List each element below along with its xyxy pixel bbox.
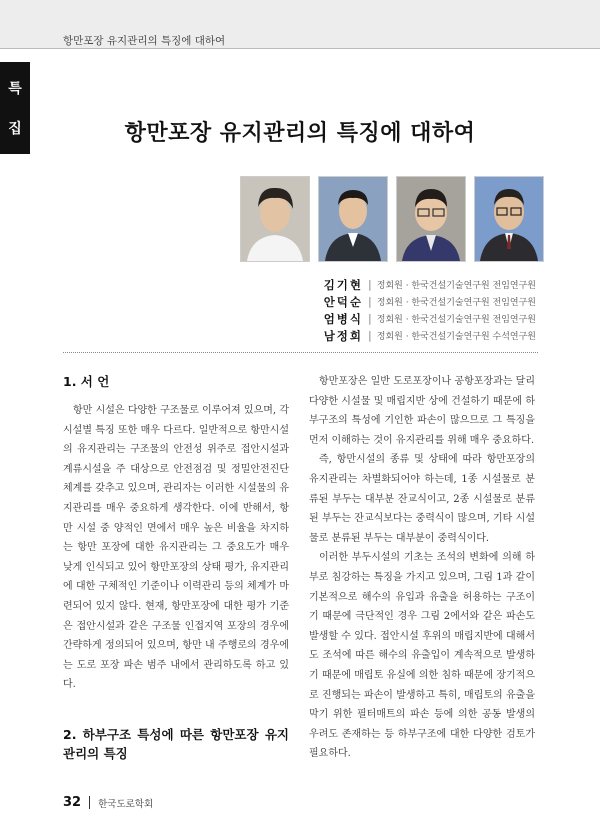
- author-name: 김기현: [323, 277, 364, 292]
- section1-paragraph: 항만 시설은 다양한 구조물로 이루어져 있으며, 각 시설별 특징 또한 매우 다르다. 일반적으로 항만시설의 유지관리는 구조물의 안전성 위주로 접안시설과 계류시설을 주 대상으로 안전점검 및 정밀안전진단 체계를 갖추고 있으며, 관리자는 이러한 시설물의 유지관리를 매우 중요하게 생각한다. 이에 반해서, 항만 시설 중 양적인 면에서 매우 높은 비율을 차지하는 항만 포장에 대한 유지관리는 그 중요도가 매우 낮게 인식되고 있어 항만포장의 상태 평가, 유지관리에 대한 구체적인 기준이나 이력관리 등의 체계가 마련되어 있지 않다. 현재, 항만포장에 대한 평가 기준은 접안시설과 같은 구조물 인접지역 포장의 경우에 간략하게 정의되어 있으며, 항만 내 주행로의 경우에는 도로 포장 파손 범주 내에서 관리하도록 하고 있다.: [63, 405, 289, 691]
- author-photo-3: [396, 176, 466, 262]
- author-row: [300, 310, 536, 327]
- author-affiliation: 정회원 · 한국건설기술연구원 전임연구원: [376, 315, 536, 325]
- author-photo-1: [240, 176, 310, 262]
- page-number: 32: [63, 795, 82, 810]
- page-footer: [63, 795, 153, 810]
- article-title: 항만포장 유지관리의 특징에 대하여: [124, 121, 476, 146]
- body-paragraph: 즉, 항만시설의 종류 및 상태에 따라 항만포장의 유지관리는 차별화되어야 하는데, 1종 시설물로 분류된 부두는 대부분 잔교식이고, 2종 시설물로 분류된 부두는 잔교식보다는 중력식이 많으며, 기타 시설물로 분류된 부두는 대부분이 중력식이다.: [309, 454, 535, 544]
- running-header-bar: [0, 0, 600, 49]
- journal-name: 한국도로학회: [98, 798, 154, 810]
- author-separator: |: [368, 329, 372, 342]
- author-name: 안덕순: [323, 294, 364, 309]
- author-name: 남정희: [323, 328, 364, 343]
- side-tab-char-1: 특: [8, 81, 22, 97]
- author-row: [300, 276, 536, 293]
- author-affiliation: 정회원 · 한국건설기술연구원 전임연구원: [376, 298, 536, 308]
- author-name: 엄병식: [323, 311, 364, 326]
- author-affiliation: 정회원 · 한국건설기술연구원 수석연구원: [376, 332, 536, 342]
- footer-divider: [89, 796, 90, 809]
- author-separator: |: [368, 312, 372, 325]
- section1-heading: 1. 서 언: [63, 374, 110, 389]
- author-row: [300, 327, 536, 344]
- body-paragraph: 이러한 부두시설의 기초는 조석의 변화에 의해 하부로 침강하는 특징을 가지고 있으며, 그림 1과 같이 기본적으로 해수의 유입과 유출을 허용하는 구조이기 때문에 극단적인 경우 그림 2에서와 같은 파손도 발생할 수 있다. 접안시설 후위의 매립지반에 대해서도 조석에 따른 해수의 유출입이 계속적으로 발생하기 때문에 매립토 유실에 의한 침하 때문에 장기적으로 진행되는 파손이 발생하고 특히, 매립토의 유출을 막기 위한 필터매트의 파손 등에 의한 공동 발생의 우려도 존재하는 등 하부구조에 대한 다양한 검토가 필요하다.: [309, 552, 535, 760]
- author-separator: |: [368, 278, 372, 291]
- right-column: [309, 372, 535, 764]
- body-paragraph: 항만포장은 일반 도로포장이나 공항포장과는 달리 다양한 시설물 및 매립지반 상에 건설하기 때문에 하부구조의 특성에 기인한 파손이 많으므로 그 특징을 먼저 이해하는 것이 유지관리를 위해 매우 중요하다.: [309, 376, 535, 446]
- dotted-divider: [63, 352, 538, 353]
- author-affiliation: 정회원 · 한국건설기술연구원 전임연구원: [376, 281, 536, 291]
- left-column: [63, 372, 289, 763]
- author-row: [300, 293, 536, 310]
- running-header: 항만포장 유지관리의 특징에 대하여: [63, 35, 226, 47]
- section2-heading: 2. 하부구조 특성에 따른 항만포장 유지관리의 특징: [63, 726, 289, 761]
- side-tab-char-2: 집: [8, 121, 22, 137]
- author-photo-2: [318, 176, 388, 262]
- author-photo-4: [474, 176, 544, 262]
- author-separator: |: [368, 295, 372, 308]
- author-photos: [240, 176, 544, 262]
- author-list: [300, 276, 536, 344]
